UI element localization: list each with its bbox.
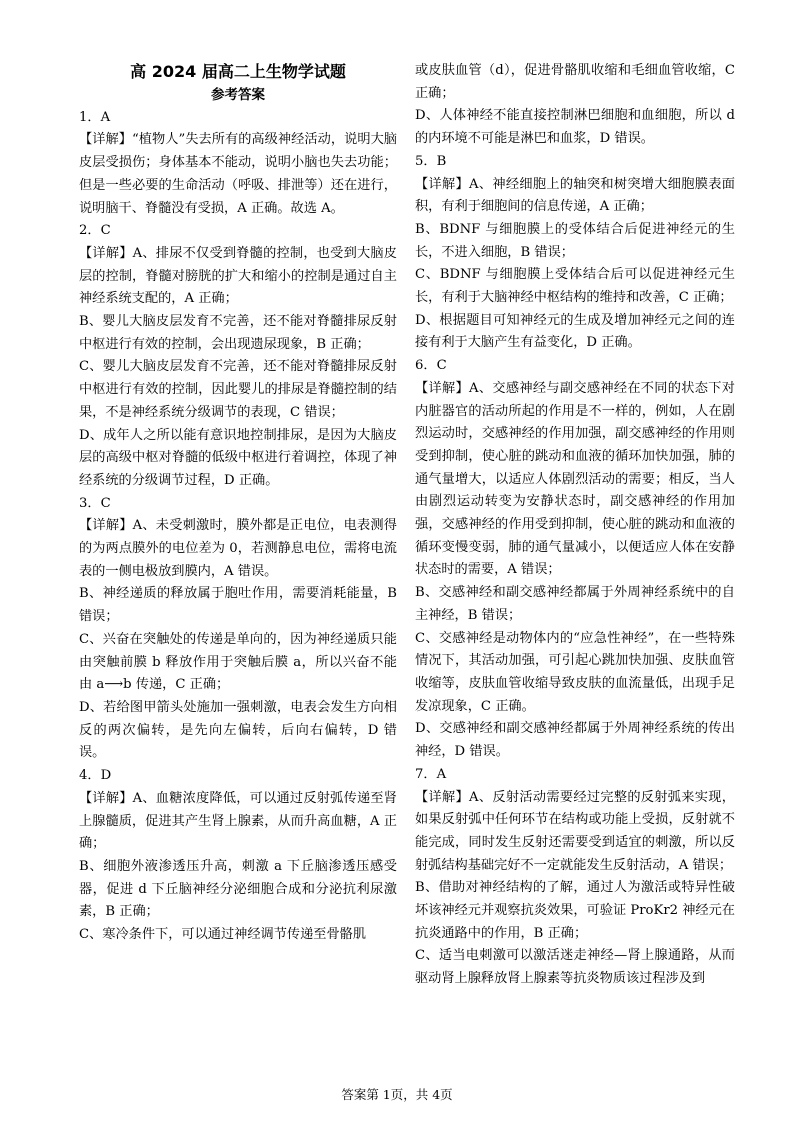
- answer-paragraph: B、婴儿大脑皮层发育不完善，还不能对脊髓排尿反射中枢进行有效的控制，会出现遗尿现象，B 正确；: [79, 314, 397, 352]
- question-number: 3．C: [79, 495, 111, 511]
- answer-paragraph: 【详解】A、神经细胞上的轴突和树突增大细胞膜表面积，有利于细胞间的信息传递，A 正确；: [415, 176, 735, 215]
- answer-paragraph: D、成年人之所以能有意识地控制排尿，是因为大脑皮层的高级中枢对脊髓的低级中枢进行着调控，体现了神经系统的分级调节过程，D 正确。: [79, 427, 397, 488]
- question-number: 6．C: [415, 358, 447, 374]
- right-column-body: [415, 60, 735, 991]
- answer-paragraph: 【详解】A、反射活动需要经过完整的反射弧来实现，如果反射弧中任何环节在结构或功能上受损，反射就不能完成，同时发生反射还需要受到适宜的刺激，所以反射弧结构基础完好不一定就能发生反射活动，A 错误；: [415, 789, 735, 873]
- question-number: 4．D: [79, 768, 112, 784]
- answer-paragraph: C、寒冷条件下，可以通过神经调节传递至骨骼肌: [79, 927, 367, 943]
- right-column: [415, 60, 735, 991]
- answer-paragraph: 【详解】A、交感神经与副交感神经在不同的状态下对内脏器官的活动所起的作用是不一样的，例如，人在剧烈运动时，交感神经的作用加强，副交感神经的作用则受到抑制，使心脏的跳动和血液的循环加快加强，肺的通气量增大，以适应人体剧烈活动的需要；相反，当人由剧烈运动转变为安静状态时，副交感神经的作用加强，交感神经的作用受到抑制，使心脏的跳动和血液的循环变慢变弱，肺的通气量减小，以便适应人体在安静状态时的需要，A 错误；: [415, 380, 735, 578]
- left-column-body: [79, 107, 397, 947]
- answer-paragraph: 【详解】A、排尿不仅受到脊髓的控制，也受到大脑皮层的控制，脊髓对膀胱的扩大和缩小的控制是通过自主神经系统支配的，A 正确；: [79, 245, 397, 307]
- answer-paragraph: D、交感神经和副交感神经都属于外周神经系统的传出神经，D 错误。: [415, 721, 735, 760]
- answer-paragraph: C、婴儿大脑皮层发育不完善，还不能对脊髓排尿反射中枢进行有效的控制，因此婴儿的排尿是脊髓控制的结果，不是神经系统分级调节的表现，C 错误；: [79, 359, 397, 420]
- question-number: 2．C: [79, 223, 111, 239]
- answer-paragraph: D、人体神经不能直接控制淋巴细胞和血细胞，所以 d 的内环境不可能是淋巴和血浆，D 错误。: [415, 108, 735, 147]
- answer-paragraph: B、交感神经和副交感神经都属于外周神经系统中的自主神经，B 错误；: [415, 585, 735, 623]
- question-number: 5．B: [415, 153, 447, 169]
- answer-paragraph: C、兴奋在突触处的传递是单向的，因为神经递质只能由突触前膜 b 释放作用于突触后膜 a，所以兴奋不能由 a⟶b 传递，C 正确；: [79, 631, 397, 693]
- answer-paragraph: C、适当电刺激可以激活迷走神经—肾上腺通路，从而驱动肾上腺释放肾上腺素等抗炎物质该过程涉及到: [415, 948, 735, 987]
- answer-paragraph: 或皮肤血管（d），促进骨骼肌收缩和毛细血管收缩，C 正确；: [415, 63, 735, 101]
- page-subtitle: 参考答案: [211, 87, 265, 103]
- answer-paragraph: D、若给图甲箭头处施加一强刺激，电表会发生方向相反的两次偏转，是先向左偏转，后向右偏转，D 错误。: [79, 699, 397, 761]
- left-column: [79, 60, 397, 947]
- page-footer: 答案第 1页，共 4页: [341, 1087, 453, 1102]
- answer-paragraph: C、交感神经是动物体内的“应急性神经”，在一些特殊情况下，其活动加强，可引起心跳加快加强、皮肤血管收缩等，皮肤血管收缩导致皮肤的血流量低，出现手足发凉现象，C 正确。: [415, 630, 735, 714]
- answer-paragraph: C、BDNF 与细胞膜上受体结合后可以促进神经元生长，有利于大脑神经中枢结构的维持和改善，C 正确；: [415, 267, 735, 306]
- question-number: 1．A: [79, 109, 111, 125]
- answer-paragraph: B、BDNF 与细胞膜上的受体结合后促进神经元的生长，不进入细胞，B 错误；: [415, 221, 735, 260]
- page-title: 高 2024 届高二上生物学试题: [130, 62, 346, 81]
- question-number: 7．A: [415, 766, 447, 782]
- answer-paragraph: B、神经递质的释放属于胞吐作用，需要消耗能量，B 错误；: [79, 586, 397, 625]
- answer-paragraph: 【详解】A、血糖浓度降低，可以通过反射弧传递至肾上腺髓质，促进其产生肾上腺素，从而升高血糖，A 正确；: [79, 790, 397, 852]
- answer-paragraph: B、借助对神经结构的了解，通过人为激活或特异性破坏该神经元并观察抗炎效果，可验证 ProKr2 神经元在抗炎通路中的作用，B 正确；: [415, 880, 735, 941]
- answer-paragraph: D、根据题目可知神经元的生成及增加神经元之间的连接有利于大脑产生有益变化，D 正确。: [415, 312, 735, 351]
- answer-paragraph: B、细胞外液渗透压升高，刺激 a 下丘脑渗透压感受器，促进 d 下丘脑神经分泌细胞合成和分泌抗利尿激素，B 正确；: [79, 858, 397, 920]
- answer-paragraph: 【详解】“植物人”失去所有的高级神经活动，说明大脑皮层受损伤；身体基本不能动，说明小脑也失去功能；但是一些必要的生命活动（呼吸、排泄等）还在进行，说明脑干、脊髓没有受损，A 正确。故选 A。: [79, 132, 397, 216]
- answer-paragraph: 【详解】A、未受刺激时，膜外都是正电位，电表测得的为两点膜外的电位差为 0，若测静息电位，需将电流表的一侧电极放到膜内，A 错误。: [79, 518, 397, 579]
